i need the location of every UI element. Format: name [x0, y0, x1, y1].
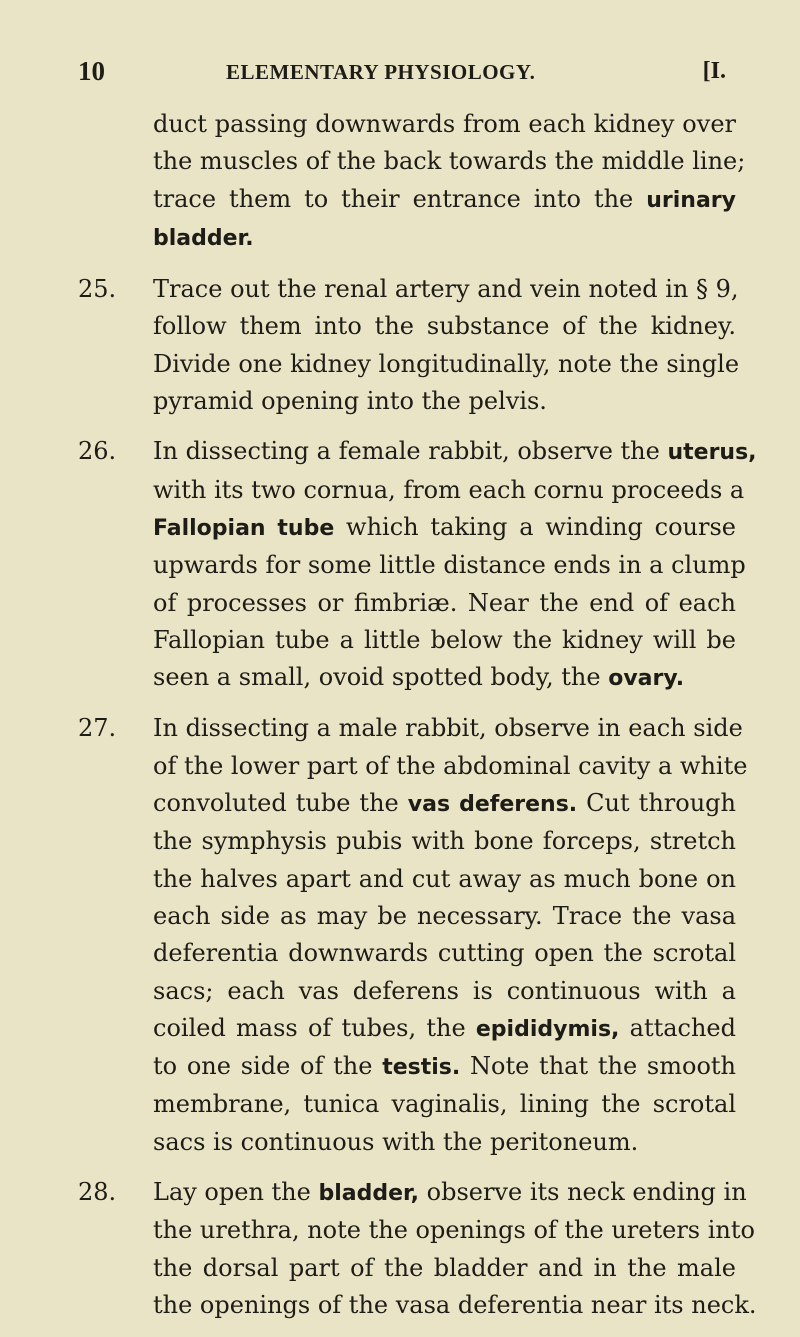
text-line — [153, 973, 736, 1010]
text-line — [153, 181, 736, 219]
text-run: of processes or fimbriæ. Near the end of each — [153, 588, 736, 617]
paragraph-number: 25. — [78, 275, 117, 304]
bold-term: testis. — [382, 1055, 461, 1081]
bold-term: Fallopian tube — [153, 515, 335, 541]
numbered-paragraph — [78, 433, 757, 697]
continued-paragraph — [78, 106, 746, 257]
text-line — [153, 346, 740, 383]
text-line — [153, 659, 736, 697]
text-run: Divide one kidney longitudinally, note the single — [153, 349, 740, 378]
text-run: of the lower part of the abdominal cavity a white — [153, 751, 748, 780]
text-run: coiled mass of tubes, the — [153, 1013, 476, 1042]
text-line — [153, 472, 745, 509]
text-line — [153, 785, 736, 823]
text-run: upwards for some little distance ends in a clump — [153, 551, 746, 580]
text-line — [153, 1212, 755, 1249]
text-line — [153, 861, 736, 898]
numbered-paragraph — [78, 710, 748, 1161]
text-run: observe its neck ending in — [419, 1178, 747, 1207]
text-line — [153, 509, 736, 547]
text-run: pyramid opening into the pelvis. — [153, 387, 547, 416]
text-run: the dorsal part of the bladder and in the male — [153, 1253, 736, 1282]
text-run: sacs is continuous with the peritoneum. — [153, 1127, 639, 1156]
text-run: the urethra, note the openings of the ureters into — [153, 1216, 755, 1245]
text-run: the symphysis pubis with bone forceps, stretch — [153, 827, 736, 856]
text-run: attached — [619, 1013, 737, 1042]
text-run: follow them into the substance of the kidney. — [153, 312, 736, 341]
text-line — [153, 433, 757, 471]
text-run: the muscles of the back towards the middle line; — [153, 147, 746, 176]
text-run: each side as may be necessary. Trace the vasa — [153, 901, 736, 930]
bold-term: epididymis, — [475, 1016, 620, 1042]
text-run: Fallopian tube a little below the kidney will be — [153, 625, 736, 654]
text-line — [153, 935, 736, 972]
text-line — [153, 547, 746, 584]
text-line — [153, 1124, 736, 1161]
text-run: In dissecting a female rabbit, observe the — [153, 437, 668, 466]
text-run: deferentia downwards cutting open the scrotal — [153, 939, 736, 968]
text-run: the halves apart and cut away as much bone on — [153, 864, 736, 893]
text-run: to one side of the — [153, 1052, 383, 1081]
section-mark: [I. — [702, 58, 726, 84]
running-header — [78, 56, 726, 86]
bold-term: uterus, — [667, 440, 757, 466]
bold-term: ovary. — [608, 666, 685, 692]
text-line — [153, 748, 748, 785]
bold-term: urinary — [646, 187, 736, 213]
text-run: which taking a winding course — [334, 512, 736, 541]
text-run: with its two cornua, from each cornu proceeds a — [153, 475, 745, 504]
paragraph-number: 26. — [78, 437, 117, 466]
text-line — [153, 106, 736, 143]
text-line — [153, 143, 746, 180]
text-run: membrane, tunica vaginalis, lining the scrotal — [153, 1090, 736, 1119]
text-run: duct passing downwards from each kidney over — [153, 110, 736, 138]
text-run: Trace out the renal artery and vein noted in § 9, — [153, 275, 739, 304]
page-body — [78, 106, 757, 1337]
text-line — [153, 1048, 736, 1086]
text-line — [153, 622, 736, 659]
text-run: seen a small, ovoid spotted body, the — [153, 663, 609, 692]
text-line — [153, 1174, 747, 1212]
text-line — [153, 1287, 757, 1324]
text-line — [153, 271, 739, 308]
paragraph-number: 28. — [78, 1178, 117, 1207]
text-line — [153, 1010, 736, 1048]
text-line — [153, 308, 736, 345]
text-run: Note that the smooth — [460, 1052, 736, 1081]
text-run: Cut through — [577, 789, 736, 818]
text-line — [153, 1250, 736, 1287]
text-run: convoluted tube the — [153, 789, 408, 818]
paragraph-number: 27. — [78, 714, 117, 743]
bold-term: bladder, — [318, 1181, 419, 1207]
running-title: ELEMENTARY PHYSIOLOGY. — [226, 60, 536, 84]
text-line — [153, 585, 736, 622]
text-line — [153, 710, 743, 747]
text-run: sacs; each vas deferens is continuous with a — [153, 976, 736, 1005]
text-line — [153, 898, 736, 935]
numbered-paragraph — [78, 1174, 757, 1324]
text-line — [153, 1086, 736, 1123]
text-line — [153, 219, 736, 257]
text-line — [153, 383, 736, 420]
text-run: In dissecting a male rabbit, observe in each side — [153, 714, 743, 743]
bold-term: bladder. — [153, 225, 254, 251]
text-run: trace them to their entrance into the — [153, 184, 647, 213]
page-number: 10 — [78, 56, 105, 86]
text-run: Lay open the — [153, 1178, 319, 1207]
numbered-paragraph — [78, 271, 740, 420]
text-line — [153, 823, 736, 860]
bold-term: vas deferens. — [407, 792, 578, 818]
text-run: the openings of the vasa deferentia near its neck. — [153, 1290, 757, 1319]
